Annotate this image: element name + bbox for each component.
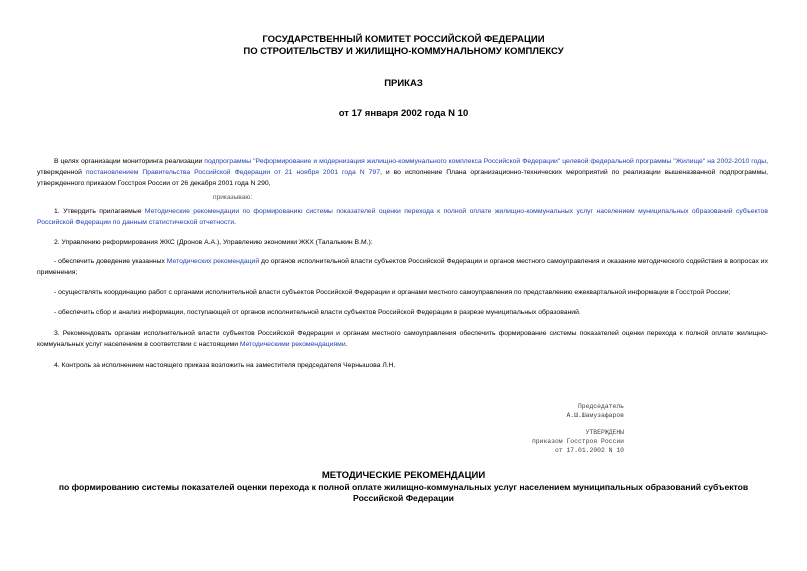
clause-2-paragraph: 2. Управлению реформирования ЖКС (Дронов А.А.), Управлению экономики ЖКХ (Талалыкин В.М.): bbox=[54, 239, 373, 246]
government-resolution-link[interactable]: постановлением Правительства Российской Федерации от 21 ноября 2001 года N 797 bbox=[85, 169, 380, 176]
signature-block bbox=[566, 402, 624, 420]
methodical-recommendations-link[interactable]: Методические рекомендации по формированию системы показателей оценки перехода к полной оплате жилищно-коммунальных услуг населением муниципальных образований субъектов Российской Федерации по данным статистической отчетности bbox=[37, 208, 768, 226]
signature-name: А.Ш.Шамузафаров bbox=[566, 412, 624, 419]
preamble-text-1: В целях организации мониторинга реализации bbox=[54, 158, 205, 165]
clause-3-text-1: 3. Рекомендовать органам исполнительной власти субъектов Российской Федерации и органам местного самоуправления обеспечить формирование системы показателей оценки перехода к полной оплате жилищно-коммунальных услуг населением в соответствии с настоящими bbox=[37, 330, 768, 348]
clause-2-item-1 bbox=[37, 256, 768, 278]
approval-block bbox=[532, 428, 624, 455]
recommendations-title: МЕТОДИЧЕСКИЕ РЕКОМЕНДАЦИИ bbox=[321, 470, 486, 481]
signature-role: Председатель bbox=[577, 403, 624, 410]
clause-2-item-1-text-1: - обеспечить доведение указанных bbox=[54, 258, 167, 265]
subprogram-link[interactable]: подпрограммы "Реформирование и модернизация жилищно-коммунального комплекса Российской Федерации" целевой федеральной программы "Жилище" на 2002-2010 годы bbox=[204, 158, 767, 165]
approval-line-3: от 17.01.2002 N 10 bbox=[554, 447, 624, 454]
recommendations-heading bbox=[0, 470, 807, 504]
organization-line-2: ПО СТРОИТЕЛЬСТВУ И ЖИЛИЩНО-КОММУНАЛЬНОМУ КОМПЛЕКСУ bbox=[243, 46, 564, 57]
organization-line-1: ГОСУДАРСТВЕННЫЙ КОМИТЕТ РОССИЙСКОЙ ФЕДЕРАЦИИ bbox=[262, 34, 545, 45]
clause-3-text-2: . bbox=[345, 341, 348, 348]
clause-2-item-2: - осуществлять координацию работ с органами исполнительной власти субъектов Российской Федерации и органами местного самоуправления по представлению ежеквартальной информации в Госстрой России; bbox=[54, 289, 731, 296]
recommendations-link[interactable]: Методических рекомендаций bbox=[166, 258, 260, 265]
preamble-paragraph bbox=[37, 156, 768, 189]
clause-1-end: . bbox=[234, 219, 237, 226]
clause-1-text: 1. Утвердить прилагаемые bbox=[54, 208, 145, 215]
recommendations-subtitle: по формированию системы показателей оценки перехода к полной оплате жилищно-коммунальных услуг населением муниципальных образований субъектов Российской Федерации bbox=[58, 482, 749, 503]
preamble-text-2: , утвержденной bbox=[37, 158, 768, 176]
organization-header bbox=[0, 34, 807, 58]
clause-2-item-3: - обеспечить сбор и анализ информации, поступающей от органов исполнительной власти субъектов Российской Федерации в разрезе муниципальных образований. bbox=[54, 309, 581, 316]
approval-line-1: УТВЕРЖДЕНЫ bbox=[585, 429, 624, 436]
order-verb: приказываю: bbox=[213, 194, 253, 201]
order-title: ПРИКАЗ bbox=[384, 78, 423, 89]
recommendations-link-2[interactable]: Методическими рекомендациями bbox=[239, 341, 346, 348]
preamble-text-3: , и во исполнение Плана организационно-технических мероприятий по реализации вышеназванной подпрограммы, утвержденного приказом Госстроя России от 26 декабря 2001 года N 290, bbox=[37, 169, 769, 187]
clause-1-paragraph bbox=[37, 206, 768, 228]
order-date: от 17 января 2002 года N 10 bbox=[338, 108, 469, 119]
clause-2-item-1-text-2: до органов исполнительной власти субъектов Российской Федерации и органов местного самоуправления и оказание методического содействия в вопросах их применения; bbox=[37, 258, 768, 276]
clause-4-paragraph: 4. Контроль за исполнением настоящего приказа возложить на заместителя председателя Чернышова Л.Н. bbox=[54, 362, 396, 369]
approval-line-2: приказом Госстроя России bbox=[531, 438, 624, 445]
clause-3-paragraph bbox=[37, 328, 768, 350]
